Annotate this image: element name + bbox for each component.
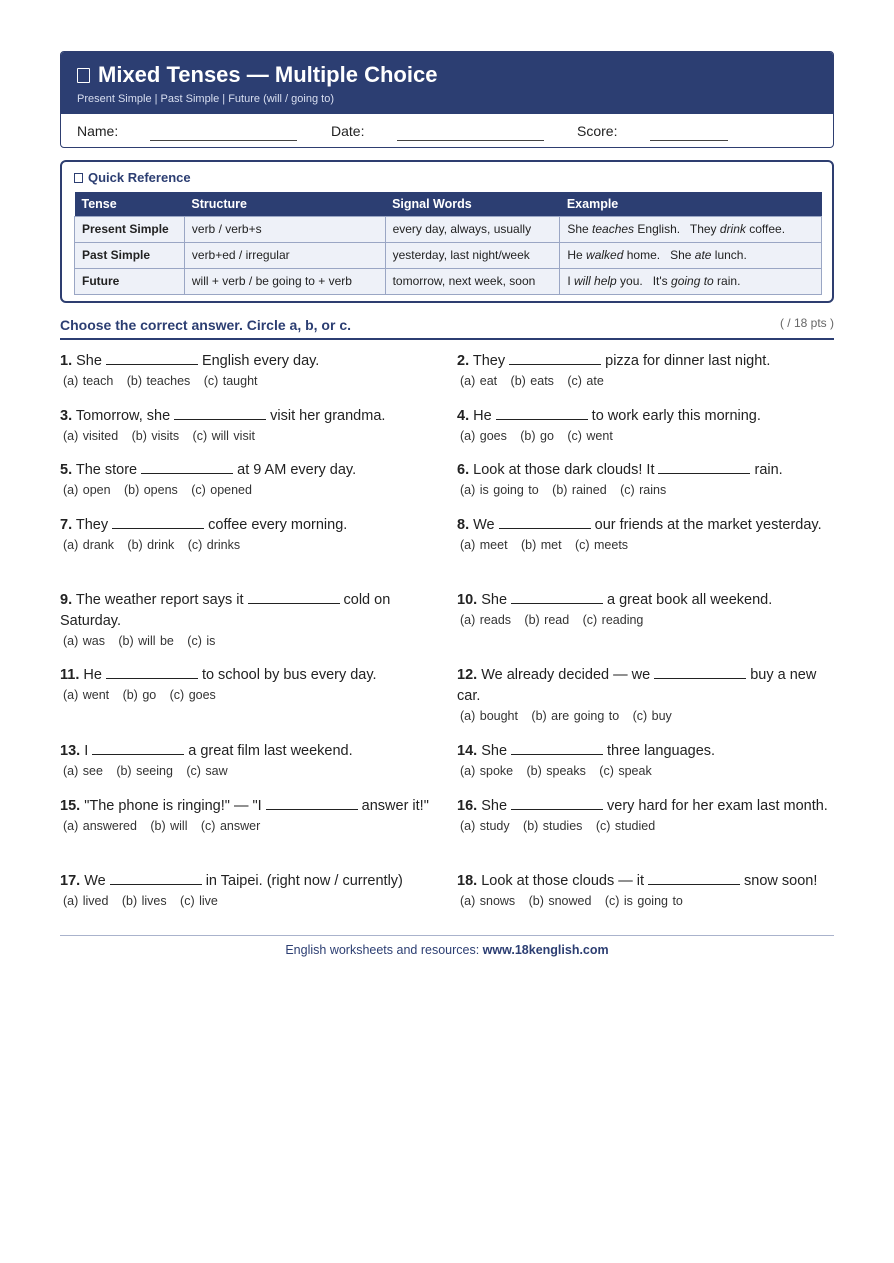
answer-options[interactable]: (a) snows (b) snowed (c) is going to <box>460 894 683 908</box>
question-stem <box>457 590 835 611</box>
question-number: 16. <box>457 798 478 814</box>
footer <box>0 943 894 957</box>
answer-blank[interactable] <box>112 515 204 529</box>
reference-cell-signal: every day, always, usually <box>385 216 560 242</box>
question-text-before: They <box>75 517 109 533</box>
question-number: 7. <box>60 517 73 533</box>
question-number: 9. <box>60 592 73 608</box>
question-stem <box>457 741 835 762</box>
question-item <box>60 796 430 833</box>
answer-blank[interactable] <box>511 796 603 810</box>
question-stem <box>457 460 835 481</box>
reference-header-row <box>75 192 822 216</box>
question-item <box>457 590 835 627</box>
quick-reference-box <box>60 160 834 303</box>
answer-blank[interactable] <box>174 406 266 420</box>
question-text-before: She <box>481 743 508 759</box>
question-text-after: English every day. <box>201 353 320 369</box>
question-number: 15. <box>60 798 81 814</box>
reference-table <box>74 192 822 295</box>
answer-options[interactable]: (a) visited (b) visits (c) will visit <box>63 429 255 443</box>
answer-blank[interactable] <box>106 665 198 679</box>
question-item <box>457 460 835 497</box>
reference-cell-tense: Present Simple <box>75 216 185 242</box>
reference-cell-example: I will help you. It's going to rain. <box>560 268 822 294</box>
score-label: Score: <box>577 123 618 139</box>
question-text-after: cold on Saturday. <box>60 592 391 629</box>
reference-cell-example: She teaches English. They drink coffee. <box>560 216 822 242</box>
question-stem <box>60 741 430 762</box>
question-stem <box>457 665 835 707</box>
question-stem <box>60 590 430 632</box>
question-stem <box>457 871 835 892</box>
page-subtitle: Present Simple | Past Simple | Future (will / going to) <box>77 93 334 105</box>
quick-reference-title <box>74 170 191 185</box>
question-text-after: pizza for dinner last night. <box>605 353 771 369</box>
question-text-after: rain. <box>754 462 783 478</box>
answer-options[interactable]: (a) answered (b) will (c) answer <box>63 819 261 833</box>
reference-cell-structure: will + verb / be going to + verb <box>184 268 385 294</box>
question-item <box>60 741 430 778</box>
answer-options[interactable]: (a) reads (b) read (c) reading <box>460 613 644 627</box>
answer-blank[interactable] <box>496 406 588 420</box>
question-item <box>457 351 835 388</box>
question-text-after: to school by bus every day. <box>201 667 377 683</box>
question-number: 18. <box>457 873 478 889</box>
answer-options[interactable]: (a) bought (b) are going to (c) buy <box>460 709 672 723</box>
question-text-before: She <box>481 798 508 814</box>
question-stem <box>60 351 430 372</box>
question-stem <box>60 515 430 536</box>
answer-options[interactable]: (a) meet (b) met (c) meets <box>460 538 629 552</box>
lightbulb-icon <box>74 173 83 183</box>
question-number: 8. <box>457 517 470 533</box>
question-item <box>60 515 430 552</box>
student-info-row <box>61 114 833 148</box>
question-text-after: visit her grandma. <box>270 408 386 424</box>
question-text-before: We <box>84 873 106 889</box>
column-header: Structure <box>184 192 385 216</box>
question-text-before: The store <box>75 462 138 478</box>
question-number: 2. <box>457 353 470 369</box>
question-text-after: snow soon! <box>744 873 818 889</box>
question-number: 14. <box>457 743 478 759</box>
question-text-before: He <box>83 667 102 683</box>
question-text-after: buy a new car. <box>457 667 817 704</box>
question-text-after: answer it!" <box>361 798 429 814</box>
question-number: 6. <box>457 462 470 478</box>
title-text: Mixed Tenses — Multiple Choice <box>98 62 438 87</box>
question-number: 12. <box>457 667 478 683</box>
question-text-before: They <box>472 353 506 369</box>
question-stem <box>60 460 430 481</box>
answer-options[interactable]: (a) spoke (b) speaks (c) speak <box>460 764 652 778</box>
footer-text: English worksheets and resources: <box>285 943 483 957</box>
book-icon <box>77 68 90 83</box>
answer-blank[interactable] <box>266 796 358 810</box>
answer-options[interactable]: (a) open (b) opens (c) opened <box>63 483 252 497</box>
answer-blank[interactable] <box>511 741 603 755</box>
header-banner <box>61 52 833 114</box>
answer-options[interactable]: (a) lived (b) lives (c) live <box>63 894 218 908</box>
answer-options[interactable]: (a) goes (b) go (c) went <box>460 429 613 443</box>
question-text-after: coffee every morning. <box>208 517 348 533</box>
answer-blank[interactable] <box>658 460 750 474</box>
answer-blank[interactable] <box>92 741 184 755</box>
question-number: 5. <box>60 462 73 478</box>
question-stem <box>60 665 430 686</box>
question-item <box>457 406 835 443</box>
quick-reference-label: Quick Reference <box>88 170 191 185</box>
reference-cell-signal: tomorrow, next week, soon <box>385 268 560 294</box>
reference-cell-signal: yesterday, last night/week <box>385 242 560 268</box>
question-text-after: very hard for her exam last month. <box>607 798 828 814</box>
question-text-after: a great book all weekend. <box>607 592 773 608</box>
worksheet-header <box>60 51 834 148</box>
question-item <box>60 460 430 497</box>
question-item <box>457 665 835 723</box>
date-label: Date: <box>331 123 365 139</box>
question-text-after: our friends at the market yesterday. <box>594 517 822 533</box>
footer-divider <box>60 935 834 936</box>
question-text-before: "The phone is ringing!" — "I <box>84 798 262 814</box>
question-text-before: Look at those clouds — it <box>481 873 645 889</box>
answer-options[interactable]: (a) was (b) will be (c) is <box>63 634 216 648</box>
question-item <box>457 871 835 908</box>
question-text-before: He <box>473 408 492 424</box>
answer-options[interactable]: (a) eat (b) eats (c) ate <box>460 374 604 388</box>
answer-options[interactable]: (a) drank (b) drink (c) drinks <box>63 538 241 552</box>
reference-row <box>75 242 822 268</box>
answer-blank[interactable] <box>248 590 340 604</box>
name-field[interactable] <box>150 140 297 141</box>
question-item <box>457 741 835 778</box>
question-text-before: Look at those dark clouds! It <box>473 462 655 478</box>
question-text-after: to work early this morning. <box>591 408 761 424</box>
reference-cell-structure: verb+ed / irregular <box>184 242 385 268</box>
question-stem <box>457 406 835 427</box>
answer-blank[interactable] <box>509 351 601 365</box>
answer-blank[interactable] <box>141 460 233 474</box>
instructions-text: Choose the correct answer. Circle a, b, or c. <box>60 317 351 333</box>
question-text-before: We already decided — we <box>481 667 651 683</box>
question-number: 1. <box>60 353 73 369</box>
column-header: Signal Words <box>385 192 560 216</box>
footer-link[interactable]: www.18kenglish.com <box>482 943 609 957</box>
reference-cell-structure: verb / verb+s <box>184 216 385 242</box>
question-text-before: The weather report says it <box>75 592 244 608</box>
question-item <box>457 515 835 552</box>
question-item <box>60 665 430 702</box>
answer-blank[interactable] <box>511 590 603 604</box>
question-item <box>60 590 430 648</box>
score-field[interactable] <box>650 140 728 141</box>
question-stem <box>457 796 835 817</box>
question-text-after: three languages. <box>607 743 716 759</box>
answer-blank[interactable] <box>110 871 202 885</box>
column-header: Example <box>560 192 822 216</box>
question-item <box>60 351 430 388</box>
points-total: ( / 18 pts ) <box>779 316 834 330</box>
question-item <box>457 796 835 833</box>
answer-options[interactable]: (a) went (b) go (c) goes <box>63 688 216 702</box>
question-number: 17. <box>60 873 81 889</box>
question-stem <box>60 871 430 892</box>
question-stem <box>60 406 430 427</box>
answer-blank[interactable] <box>499 515 591 529</box>
answer-options[interactable]: (a) see (b) seeing (c) saw <box>63 764 228 778</box>
question-text-after: at 9 AM every day. <box>237 462 357 478</box>
reference-row <box>75 268 822 294</box>
name-label: Name: <box>77 123 119 139</box>
question-text-after: a great film last weekend. <box>188 743 353 759</box>
question-text-before: She <box>481 592 508 608</box>
question-number: 13. <box>60 743 81 759</box>
answer-options[interactable]: (a) is going to (b) rained (c) rains <box>460 483 667 497</box>
question-item <box>60 406 430 443</box>
question-stem <box>457 515 835 536</box>
answer-blank[interactable] <box>648 871 740 885</box>
instructions-bar <box>60 316 834 340</box>
question-number: 10. <box>457 592 478 608</box>
reference-cell-example: He walked home. She ate lunch. <box>560 242 822 268</box>
reference-cell-tense: Future <box>75 268 185 294</box>
question-number: 3. <box>60 408 73 424</box>
question-stem <box>457 351 835 372</box>
page-title <box>77 62 817 88</box>
answer-blank[interactable] <box>654 665 746 679</box>
reference-row <box>75 216 822 242</box>
question-number: 4. <box>457 408 470 424</box>
question-text-after: in Taipei. (right now / currently) <box>205 873 403 889</box>
date-field[interactable] <box>397 140 544 141</box>
question-item <box>60 871 430 908</box>
question-stem <box>60 796 430 817</box>
question-text-before: She <box>76 353 102 369</box>
reference-cell-tense: Past Simple <box>75 242 185 268</box>
question-text-before: I <box>84 743 89 759</box>
question-text-before: We <box>473 517 495 533</box>
answer-blank[interactable] <box>106 351 198 365</box>
answer-options[interactable]: (a) study (b) studies (c) studied <box>460 819 656 833</box>
column-header: Tense <box>75 192 185 216</box>
question-number: 11. <box>60 667 80 683</box>
question-text-before: Tomorrow, she <box>75 408 171 424</box>
answer-options[interactable]: (a) teach (b) teaches (c) taught <box>63 374 258 388</box>
